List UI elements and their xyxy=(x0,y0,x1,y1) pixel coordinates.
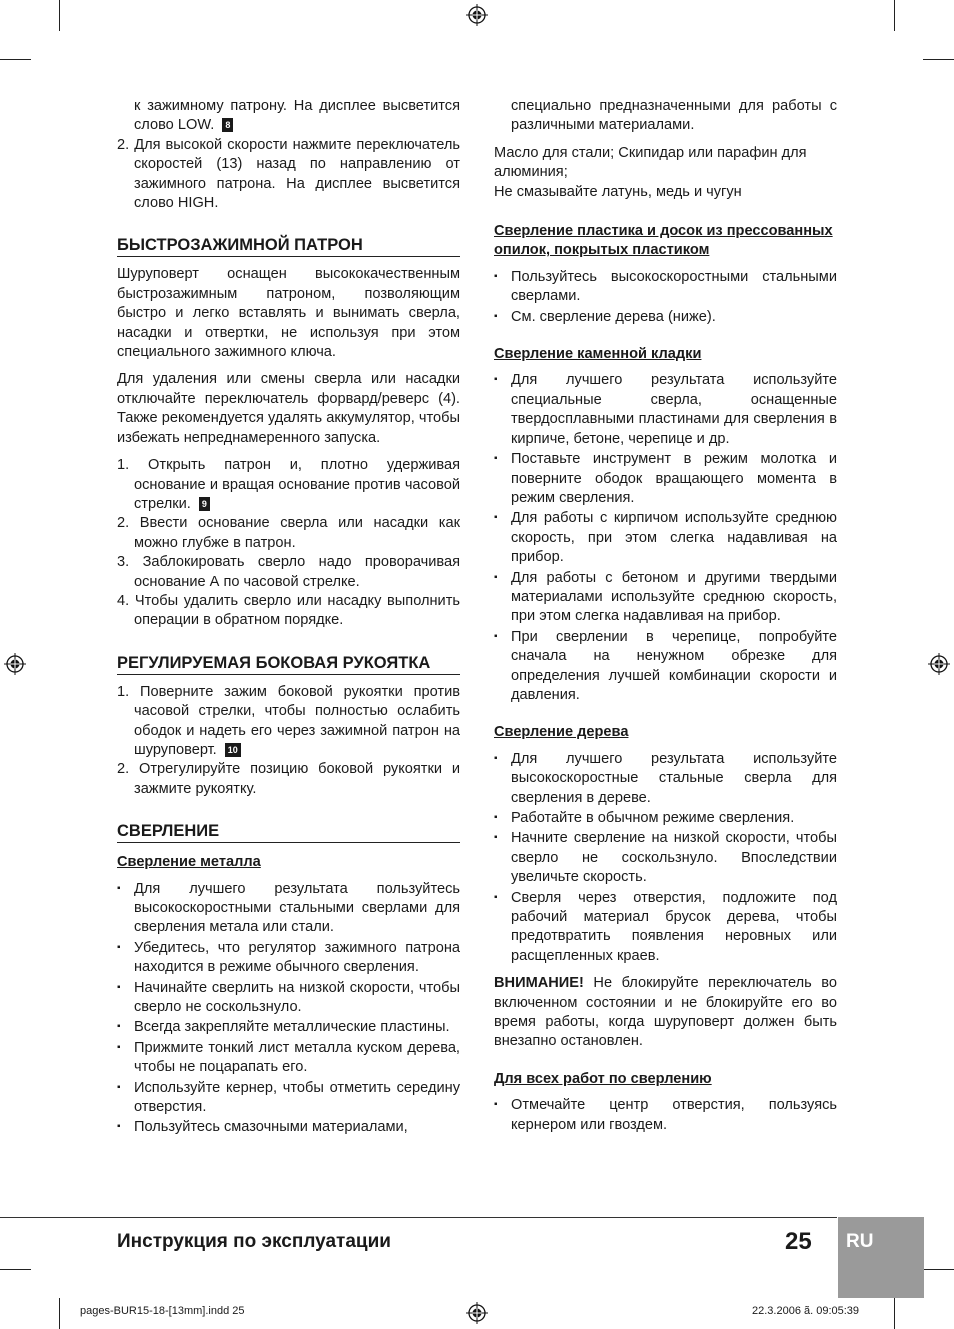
language-code: RU xyxy=(846,1231,874,1252)
plastic-bullet: ▪ Пользуйтесь высокоскоростными стальными сверлами. xyxy=(494,267,837,307)
registration-mark-icon xyxy=(4,653,26,675)
figure-ref-badge: 10 xyxy=(225,743,241,757)
left-column xyxy=(117,97,460,1138)
slug-timestamp: 22.3.2006 ã. 09:05:39 xyxy=(752,1305,860,1317)
figure-ref-badge: 9 xyxy=(199,497,210,511)
oils-line: Масло для стали; Скипидар или парафин для алюминия; xyxy=(494,144,807,181)
subheading-plastic: Сверление пластика и досок из прессованных опилок, покрытых пластиком xyxy=(494,223,833,259)
subheading-wood: Сверление дерева xyxy=(494,724,629,741)
crop-mark xyxy=(894,1298,895,1329)
footer-rule xyxy=(0,1217,837,1218)
intro-item-2: 2. Для высокой скорости нажмите переключатель скоростей (13) назад по направлению от зажимного патрона. На дисплее высветится слово HIGH. xyxy=(117,136,460,212)
metal-bullet: ▪ Всегда закрепляйте металлические пластины. xyxy=(117,1017,460,1037)
chuck-step-1: 1. Открыть патрон и, плотно удерживая основание и вращая основание против часовой стрелки. 9 xyxy=(117,457,460,512)
metal-continuation: специально предназначенными для работы с различными материалами. xyxy=(511,98,837,134)
chuck-step-2: 2. Ввести основание сверла или насадки как можно глубже в патрон. xyxy=(117,515,460,551)
masonry-bullet: ▪ При сверлении в черепице, попробуйте сначала на ненужном обрезке для определения лучшей комбинации скорости и давления. xyxy=(494,627,837,706)
wood-bullet: ▪ Сверля через отверстия, подложите под рабочий материал брусок дерева, чтобы предотвратить появления неровных или расщепленных краев. xyxy=(494,888,837,967)
metal-bullet: ▪ Используйте кернер, чтобы отметить середину отверстия. xyxy=(117,1078,460,1118)
slug-filename: pages-BUR15-18-[13mm].indd 25 xyxy=(80,1305,245,1317)
crop-mark xyxy=(923,1269,954,1270)
crop-mark xyxy=(0,1269,31,1270)
footer-title: Инструкция по эксплуатации xyxy=(117,1231,391,1252)
language-tab xyxy=(838,1217,924,1298)
section-heading-drilling: СВЕРЛЕНИЕ xyxy=(117,821,460,843)
right-column xyxy=(494,97,837,1135)
page-number: 25 xyxy=(785,1228,812,1255)
all-drilling-bullet: ▪ Отмечайте центр отверстия, пользуясь кернером или гвоздем. xyxy=(494,1095,837,1135)
intro-continuation: к зажимному патрону. На дисплее высветится слово LOW. 8 xyxy=(134,98,460,134)
no-oil-line: Не смазывайте латунь, медь и чугун xyxy=(494,183,742,200)
masonry-bullet: ▪ Поставьте инструмент в режим молотка и поверните ободок вращающего момента в режим сверления. xyxy=(494,449,837,508)
warning-paragraph: ВНИМАНИЕ! Не блокируйте переключатель во включенном состоянии и не блокируйте его во время работы, когда шуруповерт должен быть внезапно остановлен. xyxy=(494,975,837,1050)
wood-bullet: ▪ Работайте в обычном режиме сверления. xyxy=(494,808,837,828)
handle-step-2: 2. Отрегулируйте позицию боковой рукоятки и зажмите рукоятку. xyxy=(117,761,460,797)
wood-bullet: ▪ Начните сверление на низкой скорости, чтобы сверло не соскользнуло. Впоследствии увеличьте скорость. xyxy=(494,828,837,887)
chuck-paragraph-1: Шуруповерт оснащен высококачественным быстрозажимным патроном, позволяющим быстро и легко вставлять и вынимать сверла, насадки и отвертки, не используя при этом специального зажимного ключа. xyxy=(117,266,460,361)
plastic-bullet: ▪ См. сверление дерева (ниже). xyxy=(494,307,837,327)
handle-step-1: 1. Поверните зажим боковой рукоятки против часовой стрелки, чтобы полностью ослабить ободок и надеть его через зажимной патрон на шуруповерт. 10 xyxy=(117,683,460,758)
metal-bullet: ▪ Прижмите тонкий лист металла куском дерева, чтобы не поцарапать его. xyxy=(117,1038,460,1078)
section-heading-chuck: БЫСТРОЗАЖИМНОЙ ПАТРОН xyxy=(117,235,460,257)
metal-bullet: ▪ Начинайте сверлить на низкой скорости, чтобы сверло не соскользнуло. xyxy=(117,978,460,1018)
subheading-metal: Сверление металла xyxy=(117,854,261,871)
registration-mark-icon xyxy=(928,653,950,675)
metal-bullet: ▪ Убедитесь, что регулятор зажимного патрона находится в режиме обычного сверления. xyxy=(117,938,460,978)
metal-bullet: ▪ Для лучшего результата пользуйтесь высокоскоростными стальными сверлами для сверления метала или стали. xyxy=(117,879,460,938)
registration-mark-icon xyxy=(466,1302,488,1324)
crop-mark xyxy=(59,1298,60,1329)
crop-mark xyxy=(0,59,31,60)
chuck-step-3: 3. Заблокировать сверло надо проворачивая основание А по часовой стрелке. xyxy=(117,554,460,590)
chuck-step-4: 4. Чтобы удалить сверло или насадку выполнить операции в обратном порядке. xyxy=(117,592,460,629)
crop-mark xyxy=(923,59,954,60)
subheading-all-drilling: Для всех работ по сверлению xyxy=(494,1070,712,1087)
section-heading-handle: РЕГУЛИРУЕМАЯ БОКОВАЯ РУКОЯТКА xyxy=(117,653,460,675)
registration-mark-icon xyxy=(466,4,488,26)
crop-mark xyxy=(894,0,895,31)
crop-mark xyxy=(59,0,60,31)
warning-label: ВНИМАНИЕ! xyxy=(494,975,584,992)
masonry-bullet: ▪ Для лучшего результата используйте специальные сверла, оснащенные твердосплавными пластинами для сверления в кирпиче, бетоне, черепице и др. xyxy=(494,370,837,449)
subheading-masonry: Сверление каменной кладки xyxy=(494,346,702,363)
masonry-bullet: ▪ Для работы с бетоном и другими твердыми материалами используйте среднюю скорость, при этом слегка надавливая на прибор. xyxy=(494,568,837,627)
chuck-paragraph-2: Для удаления или смены сверла или насадки отключайте переключатель форвард/реверс (4). Также рекомендуется удалять аккумулятор, чтобы избежать непреднамеренного запуска. xyxy=(117,371,460,446)
figure-ref-badge: 8 xyxy=(222,118,233,132)
wood-bullet: ▪ Для лучшего результата используйте высокоскоростные стальные сверла для сверления в дереве. xyxy=(494,749,837,808)
metal-bullet: ▪ Пользуйтесь смазочными материалами, xyxy=(117,1117,460,1137)
masonry-bullet: ▪ Для работы с кирпичом используйте среднюю скорость, при этом слегка надавливая на прибор. xyxy=(494,508,837,567)
